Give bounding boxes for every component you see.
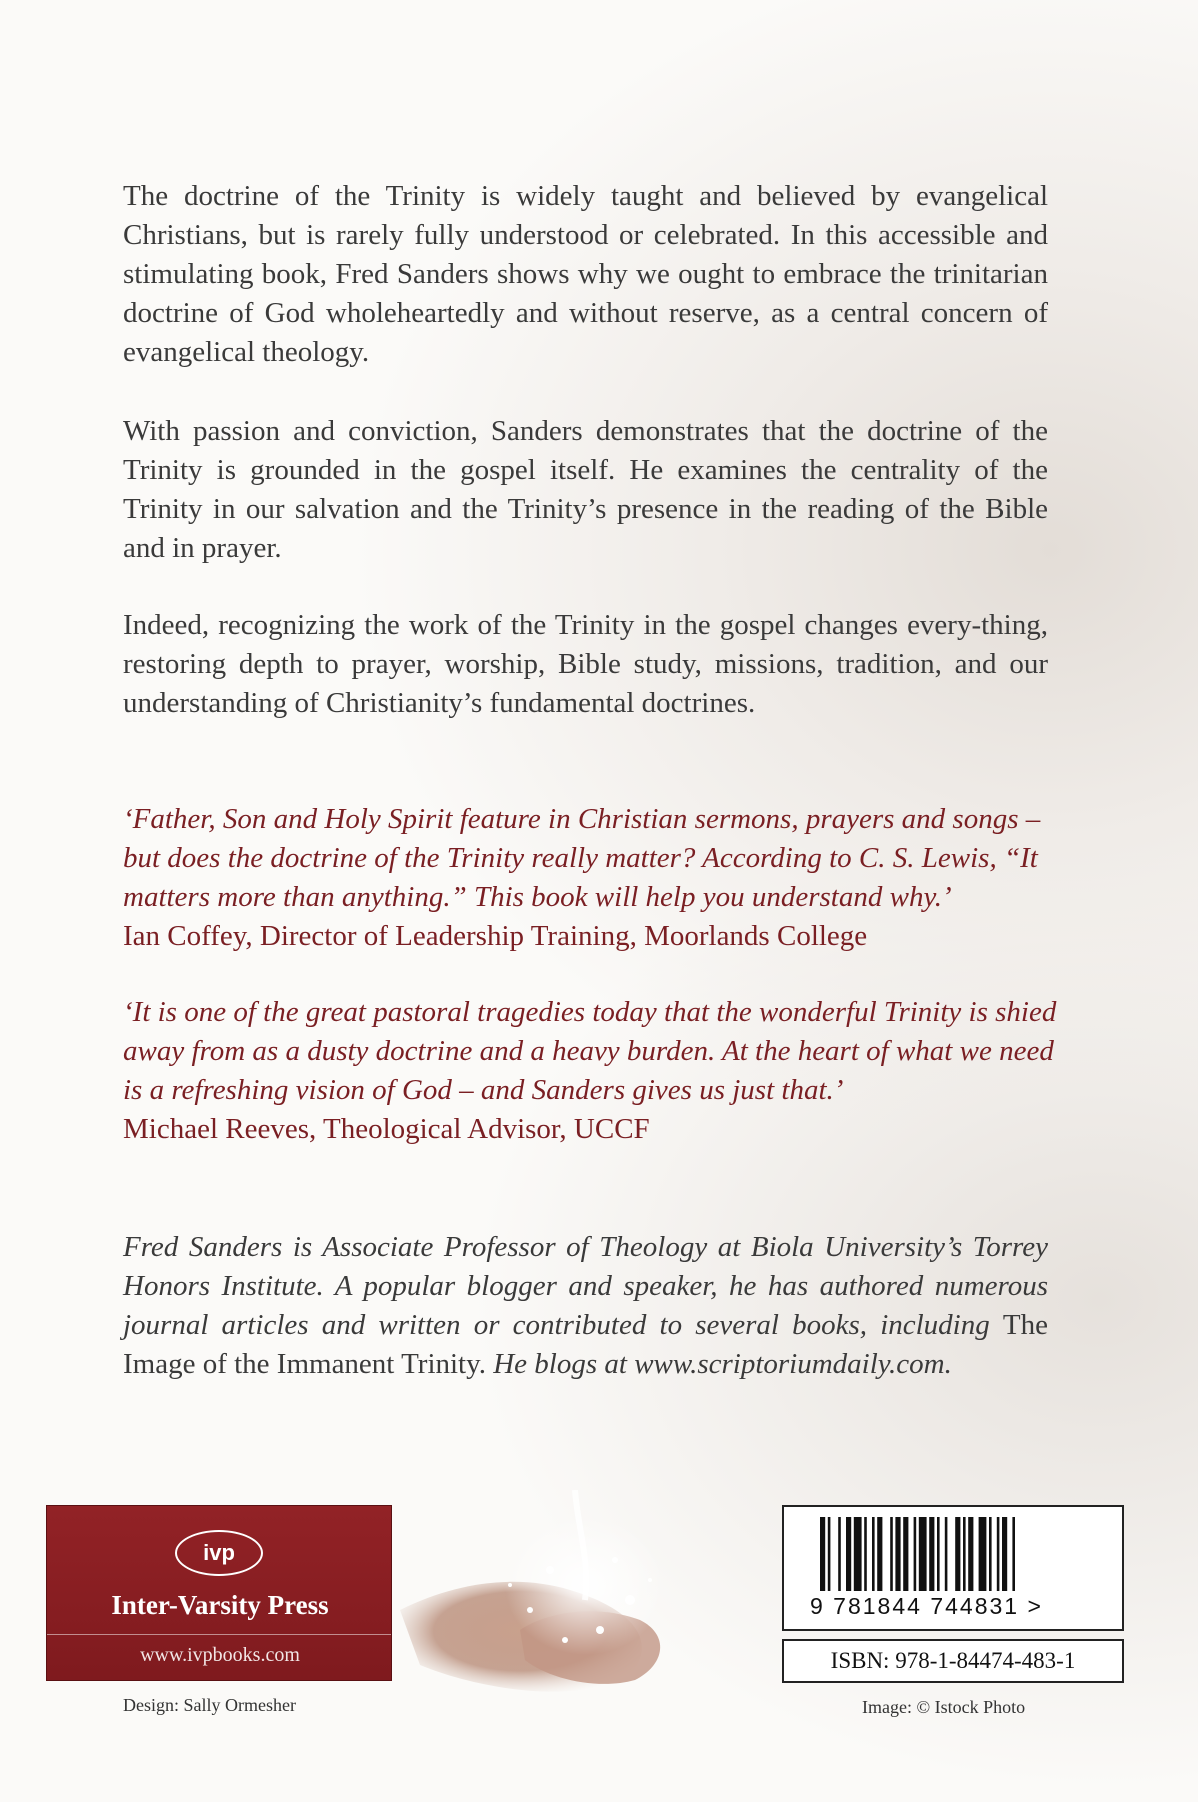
image-credit: Image: © Istock Photo	[862, 1697, 1026, 1717]
ivp-logo: ivp	[175, 1530, 263, 1576]
water-hands-image	[400, 1490, 760, 1700]
publisher-divider	[47, 1634, 391, 1635]
blurb-paragraph-3: Indeed, recognizing the work of the Trinity in the gospel changes every-thing, restoring depth to prayer, worship, Bible study, missions, tradition, and our understanding of Christianity’s fundamental doctrines.	[123, 609, 1048, 719]
endorsement-attribution: Ian Coffey, Director of Leadership Training, Moorlands College	[123, 920, 868, 952]
blurb-paragraph-1: The doctrine of the Trinity is widely taught and believed by evangelical Christians, but is rarely fully understood or celebrated. In this accessible and stimulating book, Fred Sanders shows why we ought to embrace the trinitarian doctrine of God wholeheartedly and without reserve, as a central concern of evangelical theology.	[123, 180, 1048, 368]
endorsement-2	[123, 993, 1058, 1149]
barcode-bars	[820, 1517, 1090, 1591]
endorsement-1	[123, 800, 1058, 956]
barcode-digits: 9 781844 744831 >	[810, 1593, 1043, 1619]
endorsement-quote: ‘Father, Son and Holy Spirit feature in Christian sermons, prayers and songs – but does the doctrine of the Trinity really matter? According to C. S. Lewis, “It matters more than anything.” This book will help you understand why.’	[123, 803, 1041, 913]
barcode	[782, 1505, 1124, 1631]
endorsement-quote: ‘It is one of the great pastoral tragedies today that the wonderful Trinity is shied away from as a dusty doctrine and a heavy burden. At the heart of what we need is a refreshing vision of God – and Sanders gives us just that.’	[123, 996, 1057, 1106]
author-bio	[123, 1228, 1048, 1384]
bio-text-2: He blogs at www.scriptoriumdaily.com.	[485, 1348, 952, 1380]
bio-text-1: Fred Sanders is Associate Professor of Theology at Biola University’s Torrey Honors Institute. A popular blogger and speaker, he has authored numerous journal articles and written or contributed to several books, including	[123, 1231, 1048, 1341]
bio-book-title: The Image of the Immanent Trinity.	[123, 1309, 1048, 1380]
isbn-label: ISBN: 978-1-84474-483-1	[782, 1639, 1124, 1683]
design-credit: Design: Sally Ormesher	[123, 1695, 296, 1715]
publisher-name: Inter-Varsity Press	[111, 1590, 329, 1620]
publisher-url: www.ivpbooks.com	[140, 1644, 300, 1666]
endorsement-attribution: Michael Reeves, Theological Advisor, UCCF	[123, 1113, 650, 1145]
publisher-box	[46, 1505, 392, 1681]
blurb-paragraph-2: With passion and conviction, Sanders demonstrates that the doctrine of the Trinity is grounded in the gospel itself. He examines the centrality of the Trinity in our salvation and the Trinity’s presence in the reading of the Bible and in prayer.	[123, 415, 1048, 564]
